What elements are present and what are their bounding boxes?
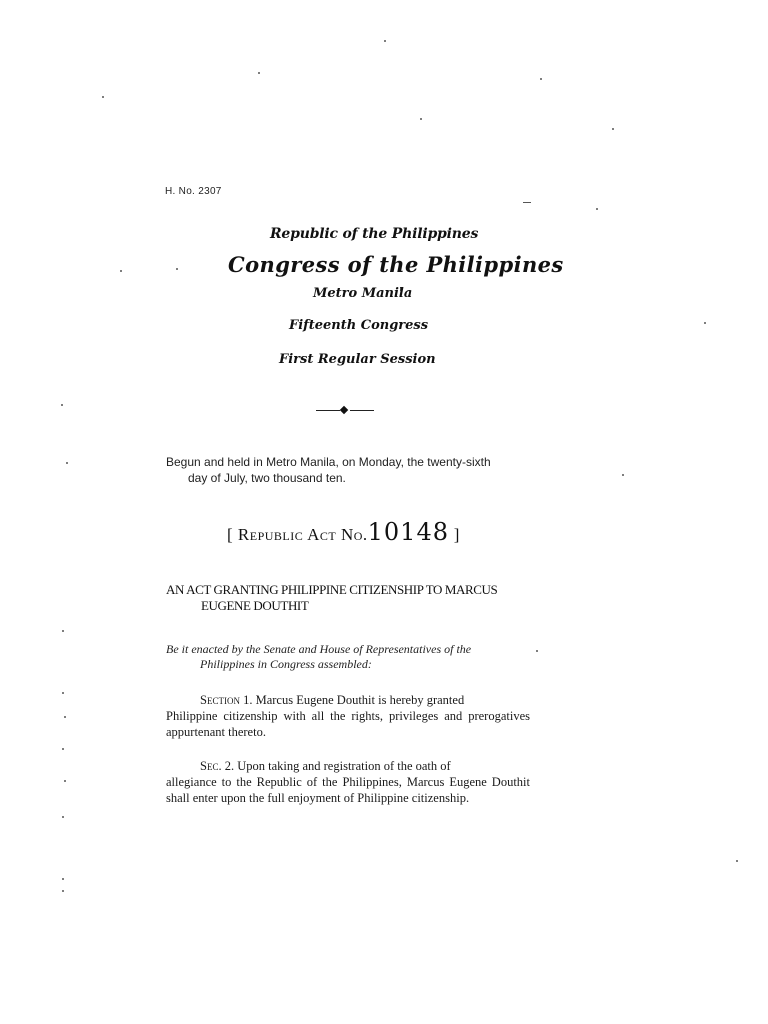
section-1-heading: Section 1.: [200, 693, 253, 707]
section-2-body: allegiance to the Republic of the Philippines, Marcus Eugene Douthit shall enter upon the full enjoyment of Philippine citizenship.: [166, 775, 530, 805]
section-2: [166, 758, 530, 806]
section-1: [166, 692, 530, 740]
enacting-line-1: Be it enacted by the Senate and House of Representatives of the: [166, 642, 472, 656]
enacting-line-2: Philippines in Congress assembled:: [200, 657, 372, 671]
section-1-body: Philippine citizenship with all the rights, privileges and prerogatives appurtenant thereto.: [166, 709, 530, 739]
divider-rule-right: [350, 410, 374, 411]
location-heading: Metro Manila: [313, 286, 413, 301]
ra-open-bracket: [: [227, 525, 234, 544]
section-2-heading: Sec. 2.: [200, 759, 235, 773]
republic-act-number: [227, 518, 460, 546]
begun-line-1: Begun and held in Metro Manila, on Monday, the twenty-sixth: [166, 455, 491, 469]
section-2-first-line: Upon taking and registration of the oath of: [237, 759, 451, 773]
ra-close-bracket: ]: [453, 525, 460, 544]
congress-heading: Congress of the Philippines: [228, 252, 564, 277]
section-1-first-line: Marcus Eugene Douthit is hereby granted: [255, 693, 465, 707]
divider-diamond-icon: [340, 406, 348, 414]
ra-prefix: Republic Act No.: [237, 525, 368, 544]
congress-number-heading: Fifteenth Congress: [289, 318, 429, 333]
enacting-clause: [166, 642, 546, 672]
begun-statement: [166, 454, 546, 486]
act-title-line-1: AN ACT GRANTING PHILIPPINE CITIZENSHIP TO MARCUS: [166, 582, 498, 597]
divider-rule-left: [316, 410, 340, 411]
act-title-line-2: EUGENE DOUTHIT: [201, 598, 309, 613]
republic-heading: Republic of the Philippines: [270, 226, 479, 242]
ra-number: 10148: [367, 518, 449, 546]
session-heading: First Regular Session: [279, 352, 436, 367]
ornamental-divider: [316, 410, 374, 412]
act-title: [166, 582, 546, 614]
begun-line-2: day of July, two thousand ten.: [188, 471, 346, 485]
bill-number: H. No. 2307: [165, 186, 222, 197]
